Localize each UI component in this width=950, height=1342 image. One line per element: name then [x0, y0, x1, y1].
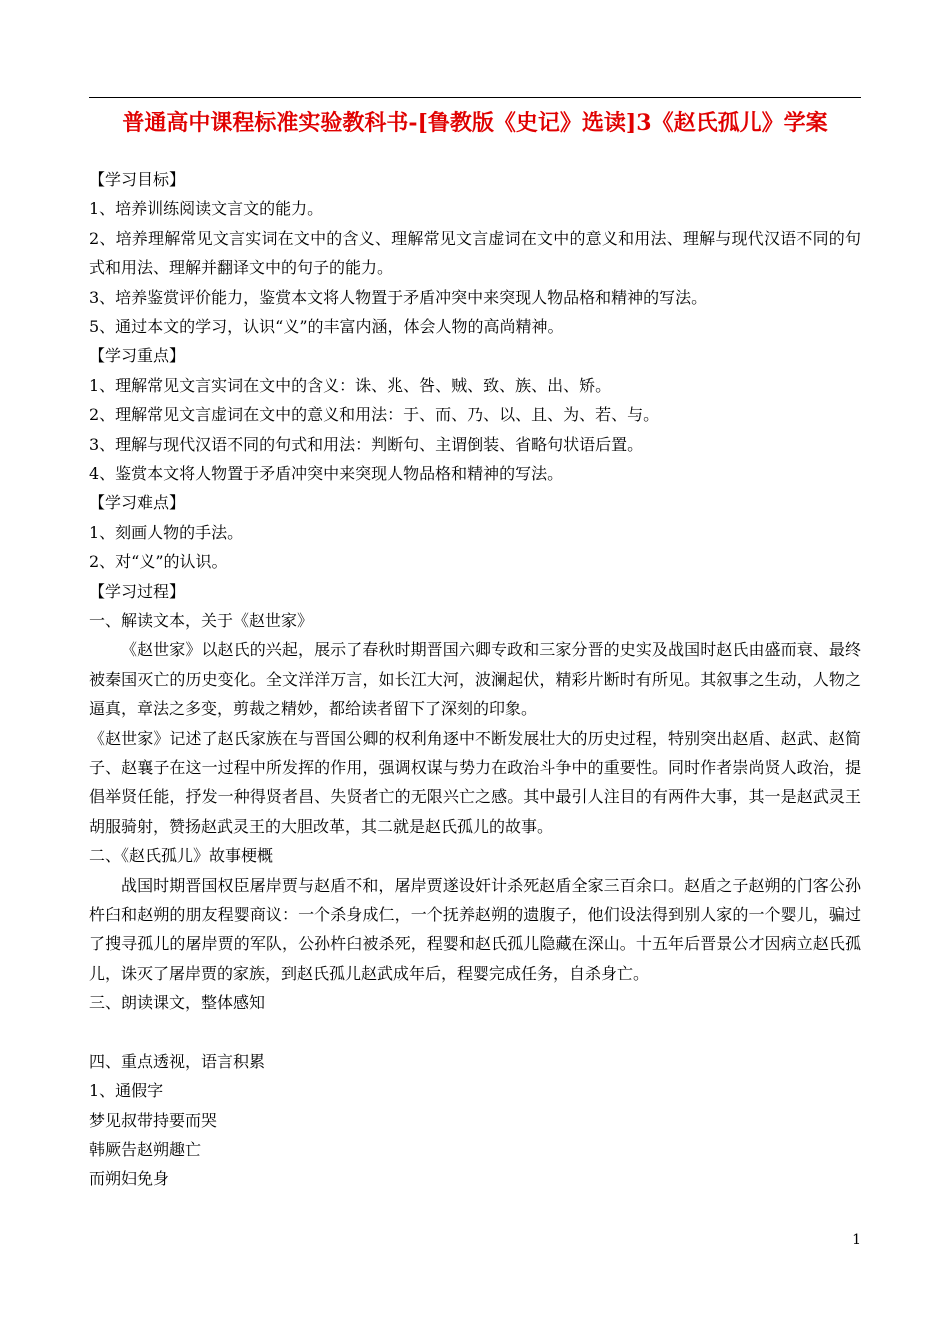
- difficulty-item: 2、对“义”的认识。: [89, 552, 228, 572]
- key-point-item: 1、理解常见文言实词在文中的含义：诛、兆、咎、贼、致、族、出、矫。: [89, 375, 612, 395]
- goal-item: 1、培养训练阅读文言文的能力。: [89, 199, 324, 219]
- example-sentence: 韩厥告赵朔趣亡: [89, 1140, 202, 1160]
- paragraph-zhao-shijia-summary: 《赵世家》记述了赵氏家族在与晋国公卿的权利角逐中不断发展壮大的历史过程，特别突出赵盾、赵武、赵简子、赵襄子在这一过程中所发挥的作用，强调权谋与势力在政治斗争中的重要性。同时作者崇尚贤人政治，提倡举贤任能，抒发一种得贤者昌、失贤者亡的无限兴亡之感。其中最引人注目的有两件大事，其一是赵武灵王胡服骑射，赞扬赵武灵王的大胆改革，其二就是赵氏孤儿的故事。: [89, 728, 861, 836]
- paragraph-story-summary: 战国时期晋国权臣屠岸贾与赵盾不和，屠岸贾遂设奸计杀死赵盾全家三百余口。赵盾之子赵朔的门客公孙杵臼和赵朔的朋友程婴商议：一个杀身成仁，一个抚养赵朔的遗腹子，他们设法得到别人家的一个婴儿，骗过了搜寻孤儿的屠岸贾的军队，公孙杵臼被杀死，程婴和赵氏孤儿隐藏在深山。十五年后晋景公才因病立赵氏孤儿，诛灭了屠岸贾的家族，到赵氏孤儿赵武成年后，程婴完成任务，自杀身亡。: [89, 875, 861, 983]
- header-rule: [89, 97, 861, 98]
- subsection-heading-2: 二、《赵氏孤儿》故事梗概: [89, 846, 274, 866]
- page-number: 1: [852, 1232, 861, 1248]
- section-heading-key-points: 【学习重点】: [89, 346, 186, 366]
- paragraph-zhao-shijia-intro: 《赵世家》以赵氏的兴起，展示了春秋时期晋国六卿专政和三家分晋的史实及战国时赵氏由盛而衰、最终被秦国灭亡的历史变化。全文洋洋万言，如长江大河，波澜起伏，精彩片断时有所见。其叙事之生动，人物之逼真，章法之多变，剪裁之精妙，都给读者留下了深刻的印象。: [89, 640, 861, 719]
- document-title: 普通高中课程标准实验教科书-[鲁教版《史记》选读]3《赵氏孤儿》学案: [122, 110, 828, 136]
- blank-line: [89, 1018, 861, 1047]
- section-heading-process: 【学习过程】: [89, 581, 186, 601]
- section-heading-difficulties: 【学习难点】: [89, 493, 186, 513]
- goal-item: 3、培养鉴赏评价能力，鉴赏本文将人物置于矛盾冲突中来突现人物品格和精神的写法。: [89, 287, 708, 307]
- example-sentence: 梦见叔带持要而哭: [89, 1110, 218, 1130]
- subsection-heading-1: 一、解读文本，关于《赵世家》: [89, 610, 314, 630]
- example-sentence: 而朔妇免身: [89, 1169, 170, 1189]
- document-body: [89, 165, 861, 1194]
- sub-heading-tongjiazi: 1、通假字: [89, 1081, 164, 1101]
- key-point-item: 4、鉴赏本文将人物置于矛盾冲突中来突现人物品格和精神的写法。: [89, 463, 564, 483]
- goal-item: 2、培养理解常见文言实词在文中的含义、理解常见文言虚词在文中的意义和用法、理解与现代汉语不同的句式和用法、理解并翻译文中的句子的能力。: [89, 228, 861, 278]
- difficulty-item: 1、刻画人物的手法。: [89, 522, 244, 542]
- subsection-heading-4: 四、重点透视，语言积累: [89, 1051, 266, 1071]
- key-point-item: 2、理解常见文言虚词在文中的意义和用法：于、而、乃、以、且、为、若、与。: [89, 405, 660, 425]
- key-point-item: 3、理解与现代汉语不同的句式和用法：判断句、主谓倒装、省略句状语后置。: [89, 434, 644, 454]
- goal-item: 5、通过本文的学习，认识“义”的丰富内涵，体会人物的高尚精神。: [89, 316, 564, 336]
- section-heading-goals: 【学习目标】: [89, 170, 186, 189]
- subsection-heading-3: 三、朗读课文，整体感知: [89, 993, 266, 1013]
